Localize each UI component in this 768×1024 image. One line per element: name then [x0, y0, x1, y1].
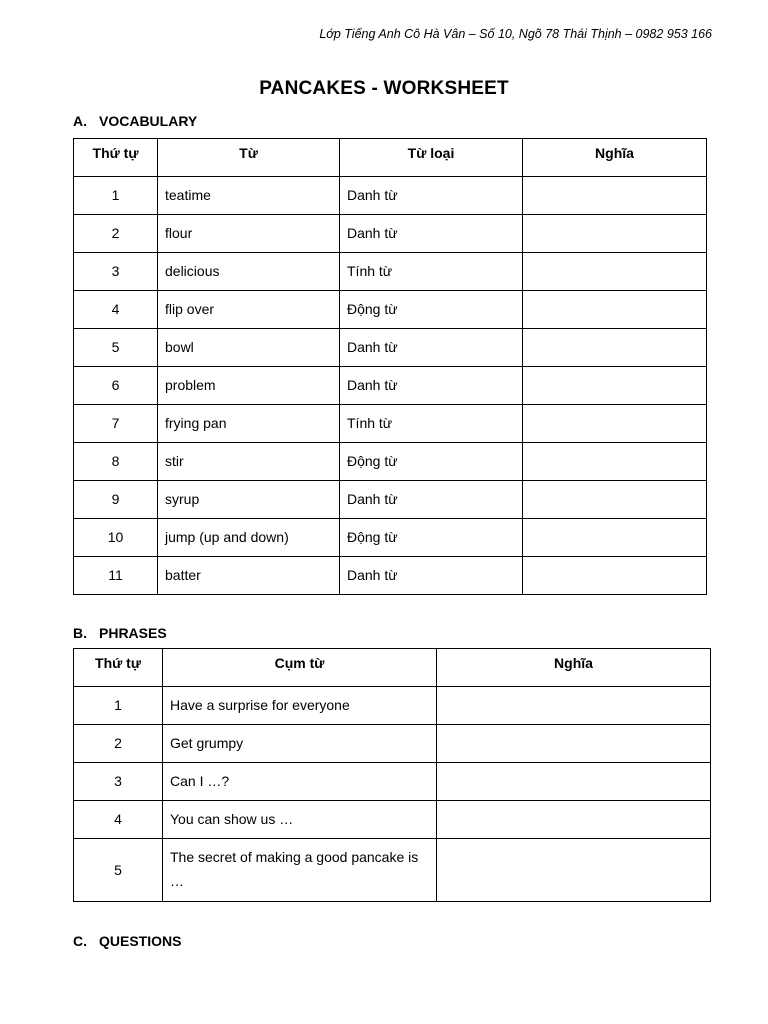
vocabulary-table: [73, 138, 707, 595]
vocab-meaning-blank[interactable]: [523, 253, 707, 291]
vocab-word: frying pan: [158, 405, 340, 443]
phrase-text: The secret of making a good pancake is …: [163, 839, 437, 902]
column-header-word-type: Từ loại: [340, 139, 523, 177]
section-c-letter: C.: [73, 933, 87, 949]
column-header-phrase: Cụm từ: [163, 649, 437, 687]
column-header-meaning: Nghĩa: [437, 649, 711, 687]
table-row: [74, 177, 707, 215]
vocab-word-type: Danh từ: [340, 329, 523, 367]
header-contact-line: Lớp Tiếng Anh Cô Hà Vân – Số 10, Ngõ 78 Thái Thịnh – 0982 953 166: [319, 27, 712, 41]
table-row: [74, 215, 707, 253]
section-c-title: QUESTIONS: [99, 933, 182, 949]
vocab-meaning-blank[interactable]: [523, 405, 707, 443]
row-number: 1: [74, 687, 163, 725]
table-row: [74, 725, 711, 763]
row-number: 9: [74, 481, 158, 519]
vocab-word: problem: [158, 367, 340, 405]
section-a-title: VOCABULARY: [99, 113, 198, 129]
row-number: 4: [74, 291, 158, 329]
worksheet-title: PANCAKES - WORKSHEET: [259, 78, 509, 99]
row-number: 8: [74, 443, 158, 481]
phrase-text: Can I …?: [163, 763, 437, 801]
phrase-meaning-blank[interactable]: [437, 763, 711, 801]
row-number: 3: [74, 253, 158, 291]
vocab-word-type: Động từ: [340, 291, 523, 329]
row-number: 5: [74, 839, 163, 902]
table-row: [74, 687, 711, 725]
table-row: [74, 443, 707, 481]
vocab-word-type: Động từ: [340, 519, 523, 557]
vocab-meaning-blank[interactable]: [523, 443, 707, 481]
row-number: 6: [74, 367, 158, 405]
row-number: 5: [74, 329, 158, 367]
vocab-meaning-blank[interactable]: [523, 481, 707, 519]
table-row: [74, 557, 707, 595]
phrase-text: You can show us …: [163, 801, 437, 839]
column-header-meaning: Nghĩa: [523, 139, 707, 177]
table-row: [74, 519, 707, 557]
row-number: 7: [74, 405, 158, 443]
vocab-meaning-blank[interactable]: [523, 367, 707, 405]
column-header-order: Thứ tự: [74, 649, 163, 687]
phrase-meaning-blank[interactable]: [437, 839, 711, 902]
vocab-word: flip over: [158, 291, 340, 329]
vocab-word: batter: [158, 557, 340, 595]
section-b-title: PHRASES: [99, 625, 167, 641]
vocab-meaning-blank[interactable]: [523, 519, 707, 557]
table-row: [74, 801, 711, 839]
vocab-word-type: Danh từ: [340, 215, 523, 253]
column-header-word: Từ: [158, 139, 340, 177]
vocab-word-type: Động từ: [340, 443, 523, 481]
row-number: 10: [74, 519, 158, 557]
row-number: 1: [74, 177, 158, 215]
phrase-text: Get grumpy: [163, 725, 437, 763]
section-a-heading: [73, 113, 197, 129]
vocab-word-type: Danh từ: [340, 557, 523, 595]
section-a-letter: A.: [73, 113, 87, 129]
row-number: 2: [74, 725, 163, 763]
table-row: [74, 253, 707, 291]
row-number: 2: [74, 215, 158, 253]
vocab-word-type: Danh từ: [340, 177, 523, 215]
vocabulary-header-row: [74, 139, 707, 177]
vocab-word: jump (up and down): [158, 519, 340, 557]
row-number: 3: [74, 763, 163, 801]
vocab-word-type: Tính từ: [340, 253, 523, 291]
vocab-word: syrup: [158, 481, 340, 519]
table-row: [74, 481, 707, 519]
table-row: [74, 367, 707, 405]
section-c-heading: [73, 933, 181, 949]
vocab-word: flour: [158, 215, 340, 253]
vocab-word-type: Tính từ: [340, 405, 523, 443]
vocab-word: teatime: [158, 177, 340, 215]
table-row: [74, 405, 707, 443]
phrase-meaning-blank[interactable]: [437, 687, 711, 725]
table-row: [74, 291, 707, 329]
table-row: [74, 763, 711, 801]
vocab-word: bowl: [158, 329, 340, 367]
vocab-meaning-blank[interactable]: [523, 329, 707, 367]
phrase-meaning-blank[interactable]: [437, 725, 711, 763]
vocab-meaning-blank[interactable]: [523, 215, 707, 253]
column-header-order: Thứ tự: [74, 139, 158, 177]
vocab-word: stir: [158, 443, 340, 481]
vocab-meaning-blank[interactable]: [523, 291, 707, 329]
vocab-word: delicious: [158, 253, 340, 291]
phrases-table: [73, 648, 711, 902]
phrase-text: Have a surprise for everyone: [163, 687, 437, 725]
vocab-meaning-blank[interactable]: [523, 557, 707, 595]
table-row: [74, 839, 711, 902]
vocab-word-type: Danh từ: [340, 367, 523, 405]
section-b-letter: B.: [73, 625, 87, 641]
row-number: 11: [74, 557, 158, 595]
phrase-meaning-blank[interactable]: [437, 801, 711, 839]
phrases-header-row: [74, 649, 711, 687]
vocab-meaning-blank[interactable]: [523, 177, 707, 215]
vocab-word-type: Danh từ: [340, 481, 523, 519]
table-row: [74, 329, 707, 367]
row-number: 4: [74, 801, 163, 839]
section-b-heading: [73, 625, 167, 641]
